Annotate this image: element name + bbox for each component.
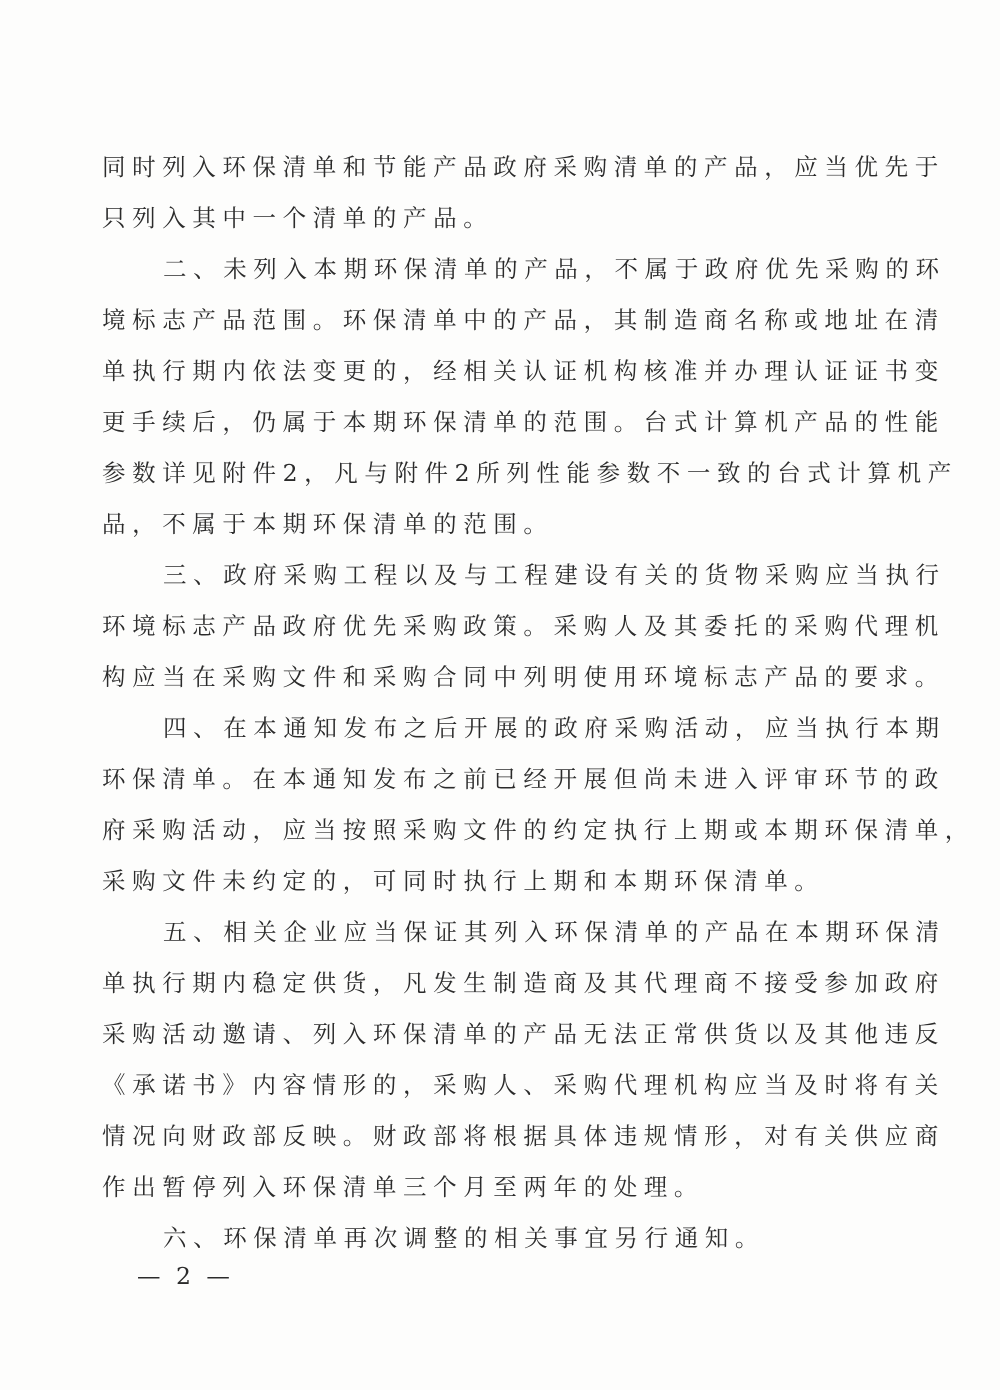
paragraph bbox=[102, 142, 945, 244]
text-line: 府采购活动，应当按照采购文件的约定执行上期或本期环保清单， bbox=[102, 816, 975, 844]
paragraph bbox=[102, 1213, 892, 1264]
text-line: 五、相关企业应当保证其列入环保清单的产品在本期环保清 bbox=[163, 918, 946, 946]
paragraph bbox=[102, 703, 975, 907]
document-body bbox=[102, 142, 975, 1264]
text-line: 只列入其中一个清单的产品。 bbox=[102, 204, 494, 232]
text-line: 境标志产品范围。环保清单中的产品，其制造商名称或地址在清 bbox=[102, 306, 945, 334]
text-line: 六、环保清单再次调整的相关事宜另行通知。 bbox=[163, 1224, 765, 1252]
text-line: 单执行期内依法变更的，经相关认证机构核准并办理认证证书变 bbox=[102, 357, 945, 385]
text-line: 《承诺书》内容情形的，采购人、采购代理机构应当及时将有关 bbox=[102, 1071, 945, 1099]
paragraph bbox=[102, 244, 958, 550]
text-line: 参数详见附件2，凡与附件2所列性能参数不一致的台式计算机产 bbox=[102, 459, 958, 487]
text-line: 作出暂停列入环保清单三个月至两年的处理。 bbox=[102, 1173, 704, 1201]
text-line: 四、在本通知发布之后开展的政府采购活动，应当执行本期 bbox=[163, 714, 946, 742]
text-line: 环保清单。在本通知发布之前已经开展但尚未进入评审环节的政 bbox=[102, 765, 945, 793]
text-line: 更手续后，仍属于本期环保清单的范围。台式计算机产品的性能 bbox=[102, 408, 945, 436]
text-line: 二、未列入本期环保清单的产品，不属于政府优先采购的环 bbox=[163, 255, 946, 283]
text-line: 构应当在采购文件和采购合同中列明使用环境标志产品的要求。 bbox=[102, 663, 945, 691]
text-line: 单执行期内稳定供货，凡发生制造商及其代理商不接受参加政府 bbox=[102, 969, 945, 997]
text-line: 环境标志产品政府优先采购政策。采购人及其委托的采购代理机 bbox=[102, 612, 945, 640]
text-line: 采购文件未约定的，可同时执行上期和本期环保清单。 bbox=[102, 867, 825, 895]
text-line: 情况向财政部反映。财政部将根据具体违规情形，对有关供应商 bbox=[102, 1122, 945, 1150]
text-line: 采购活动邀请、列入环保清单的产品无法正常供货以及其他违反 bbox=[102, 1020, 945, 1048]
paragraph bbox=[102, 550, 946, 703]
paragraph bbox=[102, 907, 946, 1213]
text-line: 三、政府采购工程以及与工程建设有关的货物采购应当执行 bbox=[163, 561, 946, 589]
text-line: 同时列入环保清单和节能产品政府采购清单的产品，应当优先于 bbox=[102, 153, 945, 181]
page-number: — 2 — bbox=[137, 1262, 234, 1290]
text-line: 品，不属于本期环保清单的范围。 bbox=[102, 510, 554, 538]
